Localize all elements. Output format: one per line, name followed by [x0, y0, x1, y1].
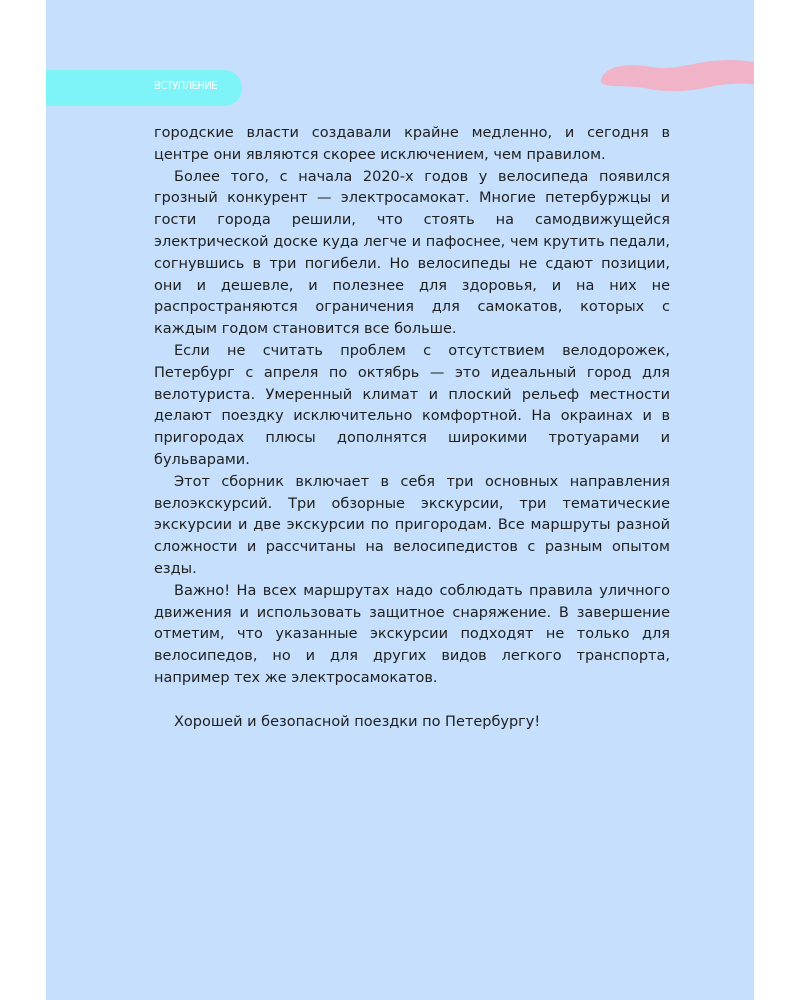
- pink-brush-stroke-decoration: [600, 57, 754, 97]
- section-tab: [46, 70, 242, 106]
- paragraph-farewell: Хорошей и безопасной поездки по Петербургу!: [174, 713, 541, 730]
- paragraph-ideal-city: Если не считать проблем с отсутствием велодорожек, Петербург с апреля по октябрь — это идеальный город для велотуриста. Умеренный климат и плоский рельеф местности делают поездку исключительно комфортной. На окраинах и в пригородах плюсы дополнятся широкими тротуарами и бульварами.: [154, 342, 670, 468]
- paragraph-collection-overview: Этот сборник включает в себя три основных направления велоэкскурсий. Три обзорные экскурсии, три тематические экскурсии и две экскурсии по пригородам. Все маршруты разной сложности и рассчитаны на велосипедистов с разным опытом езды.: [154, 473, 670, 577]
- body-text: [154, 123, 670, 733]
- book-page: [46, 0, 754, 1000]
- paragraph-electric-scooters: Более того, с начала 2020-х годов у велосипеда появился грозный конкурент — электросамокат. Многие петербуржцы и гости города решили, что стоять на самодвижущейся электрической доске куда легче и пафоснее, чем крутить педали, согнувшись в три погибели. Но велосипеды не сдают позиции, они и дешевле, и полезнее для здоровья, и на них не распространяются ограничения для самокатов, которых с каждым годом становится все больше.: [154, 168, 670, 338]
- paragraph-continuation: городские власти создавали крайне медленно, и сегодня в центре они являются скорее исключением, чем правилом.: [154, 125, 670, 163]
- paragraph-safety-note: Важно! На всех маршрутах надо соблюдать правила уличного движения и использовать защитное снаряжение. В завершение отметим, что указанные экскурсии подходят не только для велосипедов, но и для других видов легкого транспорта, например тех же электросамокатов.: [154, 582, 670, 686]
- section-label: ВСТУПЛЕНИЕ: [154, 79, 218, 92]
